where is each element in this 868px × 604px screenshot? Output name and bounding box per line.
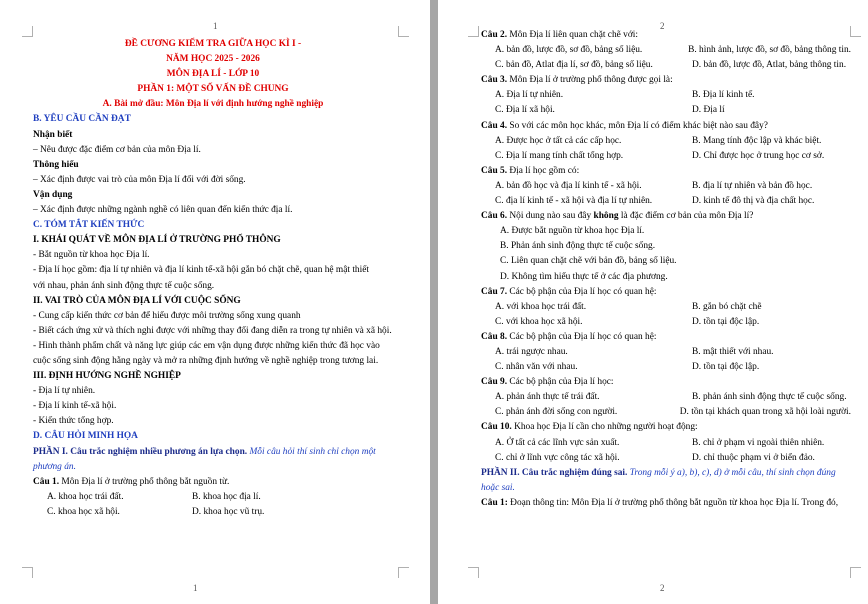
answer-row xyxy=(481,88,851,103)
answer-row xyxy=(481,254,851,269)
answer-option: C. với khoa học xã hội. xyxy=(495,316,583,327)
answer-option: B. Mang tính độc lập và khác biệt. xyxy=(692,135,822,146)
answer-option: C. phản ánh đời sống con người. xyxy=(495,407,618,418)
answer-row xyxy=(481,360,851,375)
question-label: Câu 4. xyxy=(481,120,508,131)
page-number-top: 1 xyxy=(213,21,218,31)
part-2-instruction: Trong mỗi ý a), b), c), d) ở mỗi câu, thí sinh chọn đúng xyxy=(629,467,836,478)
answer-option: C. chỉ ở lĩnh vực công tác xã hội. xyxy=(495,452,620,463)
text-line: II. VAI TRÒ CỦA MÔN ĐỊA LÍ VỚI CUỘC SỐNG xyxy=(33,295,241,306)
question-label: Câu 8. xyxy=(481,331,508,342)
answer-option: C. bản đồ, Atlat địa lí, sơ đồ, bảng số liệu. xyxy=(495,60,653,71)
text-line: Thông hiểu xyxy=(33,159,79,170)
page-number-bottom: 2 xyxy=(660,583,665,593)
crop-mark-top-right xyxy=(850,26,861,37)
crop-mark-top-right xyxy=(398,26,409,37)
question-7 xyxy=(481,285,851,300)
answer-option: B. phản ánh sinh động thực tế cuộc sống. xyxy=(692,392,847,403)
answer-option: D. tồn tại khách quan trong xã hội loài người. xyxy=(679,407,851,418)
answer-option: A. phản ánh thực tế trái đất. xyxy=(495,392,600,403)
answer-row xyxy=(481,300,851,315)
text-line: - Hình thành phẩm chất và năng lực giúp các em vận dụng được những kiến thức đã học vào xyxy=(33,340,380,351)
text-line: Vận dụng xyxy=(33,189,73,200)
answer-row xyxy=(481,194,851,209)
text-line: - Cung cấp kiến thức cơ bản để hiểu được môi trường sống xung quanh xyxy=(33,310,301,321)
question-6 xyxy=(481,209,851,224)
question-text: Đoạn thông tin: Môn Địa lí ở trường phổ thông bắt nguồn từ khoa học Địa lí. Trong đó, xyxy=(510,497,839,508)
part-1-heading xyxy=(33,445,393,460)
question-label: Câu 6. xyxy=(481,211,508,222)
part-2-instruction-cont: hoặc sai. xyxy=(481,482,515,493)
answer-row xyxy=(481,58,851,73)
text-line: PHẦN 1: MỘT SỐ VẤN ĐỀ CHUNG xyxy=(137,84,289,95)
question-text: Môn Địa lí liên quan chặt chẽ với: xyxy=(509,30,639,40)
answer-option: B. hình ảnh, lược đồ, sơ đồ, bảng thông tin. xyxy=(688,45,851,56)
answer-row xyxy=(481,345,851,360)
crop-mark-top-left xyxy=(22,26,33,37)
part-2-question-1 xyxy=(481,496,851,511)
page-1-text xyxy=(33,37,393,520)
answer-option: C. khoa học xã hội. xyxy=(47,506,120,517)
document-page-2 xyxy=(438,0,868,604)
question-text: Nội dung nào sau đây xyxy=(509,211,592,222)
answer-row xyxy=(481,134,851,149)
part-1-instruction-cont: phương án. xyxy=(33,461,76,472)
question-label: Câu 10. xyxy=(481,422,512,433)
answer-option: A. khoa học trái đất. xyxy=(47,491,124,502)
answer-row xyxy=(33,505,393,520)
answer-option: D. kinh tế đô thị và địa chất học. xyxy=(692,196,815,207)
answer-row xyxy=(481,149,851,164)
question-label: Câu 7. xyxy=(481,286,508,297)
question-label: Câu 1. xyxy=(33,476,60,487)
answer-option: B. khoa học địa lí. xyxy=(192,491,261,502)
answer-row xyxy=(481,239,851,254)
text-line: I. KHÁI QUÁT VỀ MÔN ĐỊA LÍ Ở TRƯỜNG PHỔ THÔNG xyxy=(33,235,281,246)
question-label: Câu 3. xyxy=(481,75,508,86)
question-label: Câu 1: xyxy=(481,497,508,508)
answer-row xyxy=(481,405,851,420)
question-text: Khoa học Địa lí cần cho những người hoạt động: xyxy=(514,422,698,433)
text-line: C. TÓM TẮT KIẾN THỨC xyxy=(33,220,145,231)
question-2 xyxy=(481,28,851,43)
answer-option: C. nhân văn với nhau. xyxy=(495,362,578,373)
part-1-title: PHẦN I. Câu trắc nghiệm nhiều phương án lựa chọn. xyxy=(33,446,248,457)
crop-mark-bottom-right xyxy=(850,567,861,578)
answer-option: B. chỉ ở phạm vi ngoài thiên nhiên. xyxy=(692,437,825,448)
answer-option: B. Phản ánh sinh động thực tế cuộc sống. xyxy=(500,241,656,252)
answer-option: A. Địa lí tự nhiên. xyxy=(495,90,564,101)
text-line: - Bắt nguồn từ khoa học Địa lí. xyxy=(33,250,150,261)
answer-row xyxy=(481,179,851,194)
part-1-instruction: Mỗi câu hỏi thí sinh chỉ chọn một xyxy=(249,446,376,457)
text-line: MÔN ĐỊA LÍ - LỚP 10 xyxy=(166,69,260,80)
answer-row xyxy=(481,436,851,451)
text-line: – Xác định được vai trò của môn Địa lí đối với đời sống. xyxy=(33,174,246,185)
page-2-text xyxy=(481,28,851,511)
answer-option: D. Chỉ được học ở trung học cơ sở. xyxy=(692,150,825,161)
text-line: – Nêu được đặc điểm cơ bản của môn Địa lí. xyxy=(33,144,201,155)
question-10 xyxy=(481,420,851,435)
question-text: là đặc điểm cơ bản của môn Địa lí? xyxy=(620,211,754,222)
question-label: Câu 9. xyxy=(481,377,508,388)
question-text: So với các môn học khác, môn Địa lí có điểm khác biệt nào sau đây? xyxy=(509,120,768,131)
answer-row xyxy=(33,490,393,505)
question-emphasis: không xyxy=(593,211,619,222)
question-label: Câu 2. xyxy=(481,30,508,40)
text-line: B. YÊU CẦU CẦN ĐẠT xyxy=(33,114,131,125)
answer-row xyxy=(481,270,851,285)
crop-mark-top-left xyxy=(468,26,479,37)
answer-option: D. Không tìm hiểu thực tế ở các địa phương. xyxy=(500,271,668,282)
answer-row xyxy=(481,451,851,466)
answer-option: B. địa lí tự nhiên và bản đồ học. xyxy=(692,180,813,191)
page-number-top: 2 xyxy=(660,21,665,31)
answer-option: A. trái ngược nhau. xyxy=(495,346,568,357)
answer-option: D. khoa học vũ trụ. xyxy=(192,506,265,517)
question-1 xyxy=(33,475,393,490)
text-line: D. CÂU HỎI MINH HỌA xyxy=(33,431,138,442)
question-5 xyxy=(481,164,851,179)
question-text: Các bộ phận của Địa lí học có quan hệ: xyxy=(509,286,657,297)
text-line: A. Bài mở đầu: Môn Địa lí với định hướng nghề nghiệp xyxy=(102,99,324,110)
question-label: Câu 5. xyxy=(481,165,508,176)
question-text: Môn Địa lí ở trường phổ thông được gọi là: xyxy=(509,75,673,86)
text-line: Nhận biết xyxy=(33,129,73,140)
answer-option: D. tồn tại độc lập. xyxy=(692,362,760,373)
document-page-1 xyxy=(0,0,430,604)
answer-row xyxy=(481,390,851,405)
text-line: – Xác định được những ngành nghề có liên quan đến kiến thức địa lí. xyxy=(33,205,293,216)
question-text: Các bộ phận của Địa lí học có quan hệ: xyxy=(509,331,657,342)
answer-option: A. bản đồ, lược đồ, sơ đồ, bảng số liệu. xyxy=(495,45,643,56)
part-2-heading xyxy=(481,466,851,481)
answer-option: A. với khoa học trái đất. xyxy=(495,301,587,312)
text-line: - Địa lí tự nhiên. xyxy=(33,386,96,397)
text-line: - Địa lí học gồm: địa lí tự nhiên và địa lí kinh tế-xã hội gắn bó chặt chẽ, quan hệ mật thiết xyxy=(33,265,369,276)
answer-option: D. Địa lí xyxy=(692,105,725,116)
text-line: - Địa lí kinh tế-xã hội. xyxy=(33,401,117,412)
answer-row xyxy=(481,43,851,58)
text-line: III. ĐỊNH HƯỚNG NGHỀ NGHIỆP xyxy=(33,371,181,382)
answer-option: C. địa lí kinh tế - xã hội và địa lí tự nhiên. xyxy=(495,196,653,207)
crop-mark-bottom-left xyxy=(22,567,33,578)
answer-option: B. mật thiết với nhau. xyxy=(692,346,774,357)
answer-option: A. bản đồ học và địa lí kinh tế - xã hội. xyxy=(495,180,642,191)
question-4 xyxy=(481,119,851,134)
question-9 xyxy=(481,375,851,390)
answer-option: D. chỉ thuộc phạm vi ở biển đảo. xyxy=(692,452,815,463)
answer-option: D. bản đồ, lược đồ, Atlat, bảng thông tin. xyxy=(692,60,847,71)
crop-mark-bottom-left xyxy=(468,567,479,578)
answer-row xyxy=(481,224,851,239)
answer-option: C. Liên quan chặt chẽ với bản đồ, bảng số liệu. xyxy=(500,256,677,267)
answer-option: A. Ở tất cả các lĩnh vực sản xuất. xyxy=(495,437,620,448)
text-line: NĂM HỌC 2025 - 2026 xyxy=(166,54,260,65)
crop-mark-bottom-right xyxy=(398,567,409,578)
answer-option: C. Địa lí xã hội. xyxy=(495,105,555,116)
text-line: với nhau, phản ánh sinh động thực tế cuộc sống. xyxy=(33,280,215,291)
answer-option: D. tồn tại độc lập. xyxy=(692,316,760,327)
page-number-bottom: 1 xyxy=(193,583,198,593)
answer-option: C. Địa lí mang tính chất tổng hợp. xyxy=(495,150,624,161)
part-2-title: PHẦN II. Câu trắc nghiệm đúng sai. xyxy=(481,467,628,478)
text-line: cuộc sống sinh động hằng ngày và mở ra những định hướng về nghề nghiệp trong tương lai. xyxy=(33,355,379,366)
text-line: - Kiến thức tổng hợp. xyxy=(33,416,114,427)
text-line: - Biết cách ứng xử và thích nghi được với những thay đổi đang diễn ra trong tự nhiên và xã hội. xyxy=(33,325,392,336)
answer-option: B. gắn bó chặt chẽ xyxy=(692,301,762,312)
answer-option: A. Được học ở tất cả các cấp học. xyxy=(495,135,622,146)
answer-option: A. Được bắt nguồn từ khoa học Địa lí. xyxy=(500,226,645,237)
question-text: Môn Địa lí ở trường phổ thông bắt nguồn từ. xyxy=(61,476,230,487)
text-line: ĐỀ CƯƠNG KIỂM TRA GIỮA HỌC KÌ I - xyxy=(124,39,302,49)
answer-option: B. Địa lí kinh tế. xyxy=(692,90,755,101)
answer-row xyxy=(481,103,851,118)
question-text: Các bộ phận của Địa lí học: xyxy=(509,377,614,388)
question-text: Địa lí học gồm có: xyxy=(509,165,580,176)
question-8 xyxy=(481,330,851,345)
answer-row xyxy=(481,315,851,330)
question-3 xyxy=(481,73,851,88)
